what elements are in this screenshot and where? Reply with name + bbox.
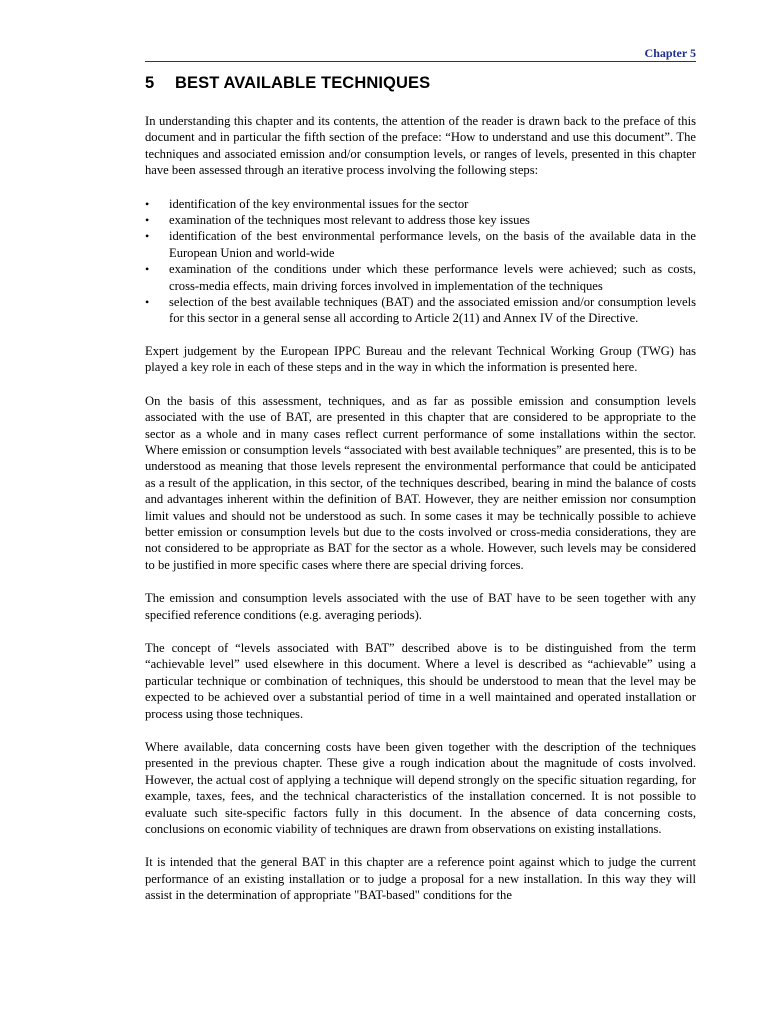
step-text: identification of the best environmental performance levels, on the basis of the available data in the European Union and world-wide [169, 229, 696, 260]
chapter-number: 5 [145, 74, 155, 92]
step-text: selection of the best available techniques (BAT) and the associated emission and/or consumption levels for this sector in a general sense all according to Article 2(11) and Annex IV of the Directive. [169, 295, 696, 326]
chapter-label: Chapter 5 [644, 46, 696, 60]
bullet-icon: • [145, 295, 150, 310]
bullet-icon: • [145, 213, 150, 228]
body-paragraph-reference-point: It is intended that the general BAT in this chapter are a reference point against which to judge the current performance of an existing installation or to judge a proposal for a new installation. In this way they will assist in the determination of appropriate "BAT-based" conditions for the [145, 855, 696, 903]
bullet-icon: • [145, 262, 150, 277]
body-paragraph-costs: Where available, data concerning costs have been given together with the description of the techniques presented in the previous chapter. These give a rough indication about the magnitude of costs involved. However, the actual cost of applying a technique will depend strongly on the specific situation regarding, for example, taxes, fees, and the technical characteristics of the installation concerned. It is not possible to evaluate such site-specific factors fully in this document. In the absence of data concerning costs, conclusions on economic viability of techniques are drawn from observations on existing installations. [145, 740, 696, 837]
step-text: examination of the conditions under which these performance levels were achieved; such as costs, cross-media effects, main driving forces involved in implementation of the techniques [169, 262, 696, 293]
step-text: examination of the techniques most relevant to address those key issues [169, 213, 530, 228]
header-divider [145, 61, 696, 62]
steps-list [145, 196, 696, 327]
chapter-title [145, 74, 696, 93]
body-paragraph-assessment: On the basis of this assessment, techniques, and as far as possible emission and consumption levels associated with the use of BAT, are presented in this chapter that are considered to be appropriate to the sector as a whole and in many cases reflect current performance of some installations within the sector. Where emission or consumption levels “associated with best available techniques” are presented, this is to be understood as meaning that those levels represent the environmental performance that could be anticipated as a result of the application, in this sector, of the techniques described, bearing in mind the balance of costs and advantages inherent within the definition of BAT. However, they are neither emission nor consumption limit values and should not be understood as such. In some cases it may be technically possible to achieve better emission or consumption levels but due to the costs involved or cross-media considerations, they are not considered to be appropriate as BAT for the sector as a whole. However, such levels may be considered to be justified in more specific cases where there are special driving forces. [145, 393, 696, 572]
step-text: identification of the key environmental issues for the sector [169, 196, 469, 211]
page-body [145, 74, 696, 921]
step-item [145, 261, 696, 294]
body-paragraph-achievable-level: The concept of “levels associated with BAT” described above is to be distinguished from the term “achievable level” used elsewhere in this document. Where a level is described as “achievable” using a particular technique or combination of techniques, this should be understood to mean that the level may be expected to be achieved over a substantial period of time in a well maintained and operated installation or process using those techniques. [145, 640, 696, 721]
body-paragraph-expert-judgement: Expert judgement by the European IPPC Bureau and the relevant Technical Working Group (TWG) has played a key role in each of these steps and in the way in which the information is presented here. [145, 343, 696, 375]
bullet-icon: • [145, 229, 150, 244]
chapter-title-text: BEST AVAILABLE TECHNIQUES [175, 74, 431, 92]
step-item [145, 196, 696, 212]
step-item [145, 212, 696, 228]
step-item [145, 294, 696, 327]
body-paragraph-reference-conditions: The emission and consumption levels associated with the use of BAT have to be seen together with any specified reference conditions (e.g. averaging periods). [145, 591, 696, 622]
intro-paragraph: In understanding this chapter and its contents, the attention of the reader is drawn back to the preface of this document and in particular the fifth section of the preface: “How to understand and use this document”. The techniques and associated emission and/or consumption levels, or ranges of levels, presented in this chapter have been assessed through an iterative process involving the following steps: [145, 114, 696, 178]
step-item [145, 228, 696, 261]
bullet-icon: • [145, 196, 150, 211]
